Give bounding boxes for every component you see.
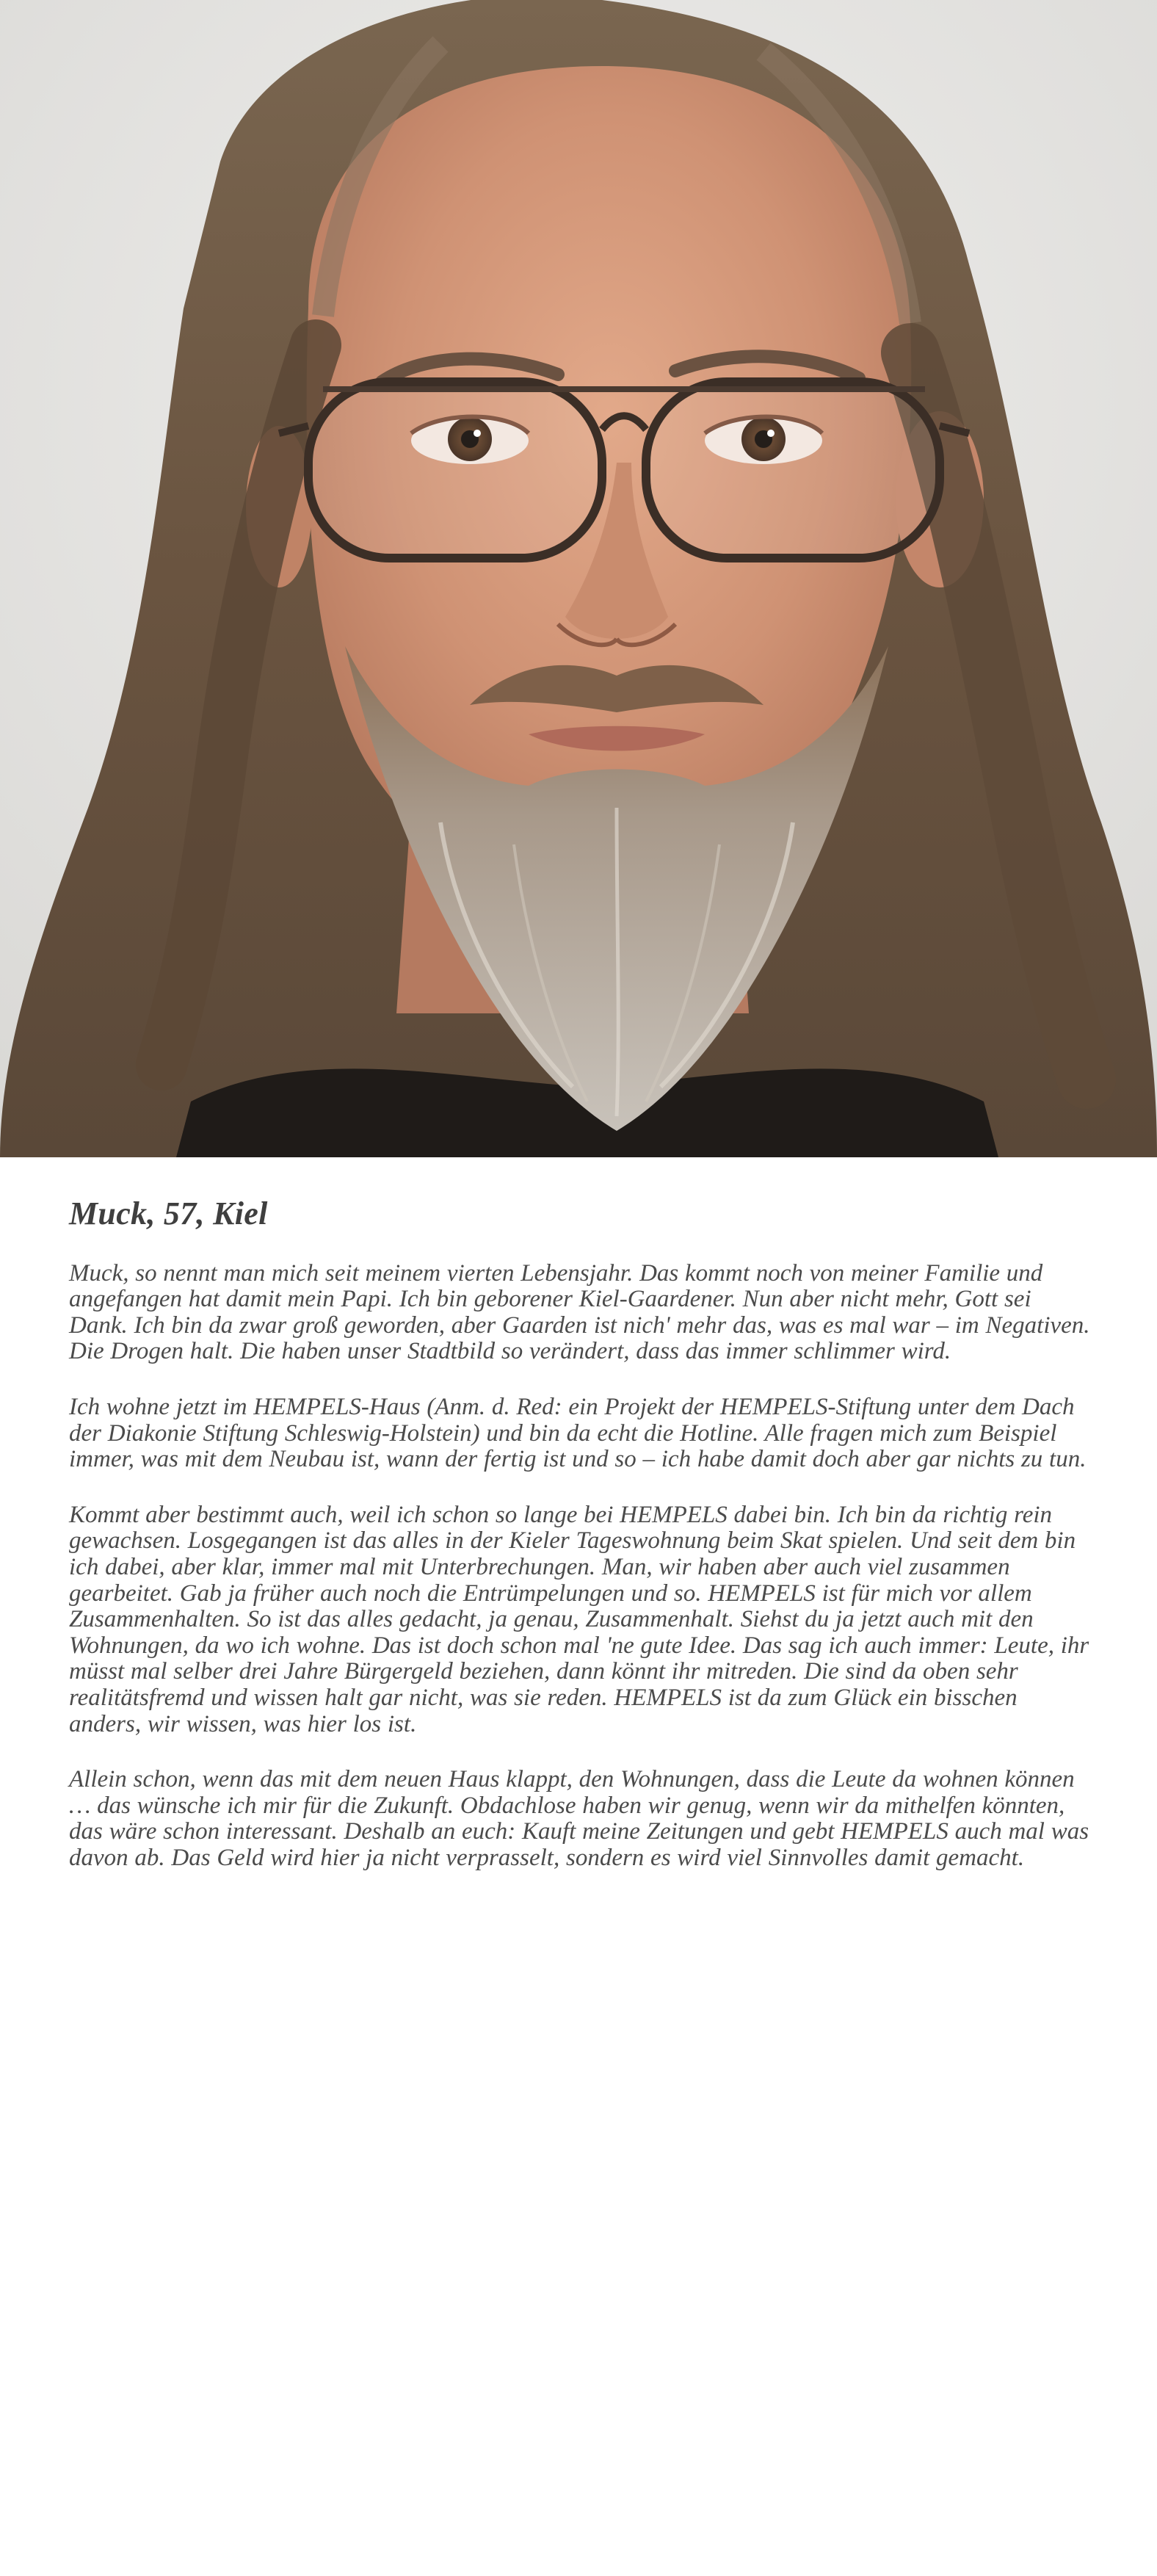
article-body bbox=[69, 1261, 1091, 1872]
article-paragraph-2: Ich wohne jetzt im HEMPELS-Haus (Anm. d. Red: ein Projekt der HEMPELS-Stiftung unter dem Dach der Diakonie Stiftung Schleswig-Holstein) und bin da echt die Hotline. Alle fragen mich zum Beispiel immer, was mit dem Neubau ist, wann der fertig ist und so – ich habe damit doch aber gar nichts zu tun. bbox=[69, 1393, 1087, 1473]
article bbox=[69, 1195, 1091, 1900]
article-paragraph-4: Allein schon, wenn das mit dem neuen Haus klappt, den Wohnungen, dass die Leute da wohnen können … das wünsche ich mir für die Zukunft. Obdachlose haben wir genug, wenn wir da mithelfen könnten, das wäre schon interessant. Deshalb an euch: Kauft meine Zeitungen und gebt HEMPELS auch mal was davon ab. Das Geld wird hier ja nicht verprasselt, sondern es wird viel Sinnvolles damit gemacht. bbox=[69, 1766, 1089, 1871]
portrait-illustration bbox=[0, 0, 1157, 1157]
article-title: Muck, 57, Kiel bbox=[69, 1195, 268, 1231]
article-paragraph-1: Muck, so nennt man mich seit meinem vierten Lebensjahr. Das kommt noch von meiner Familie und angefangen hat damit mein Papi. Ich bin geborener Kiel-Gaardener. Nun aber nicht mehr, Gott sei Dank. Ich bin da zwar groß geworden, aber Gaarden ist nich' mehr das, was es mal war – im Negativen. Die Drogen halt. Die haben unser Stadtbild so verändert, dass das immer schlimmer wird. bbox=[69, 1259, 1090, 1365]
article-paragraph-3: Kommt aber bestimmt auch, weil ich schon so lange bei HEMPELS dabei bin. Ich bin da richtig rein gewachsen. Losgegangen ist das alles in der Kieler Tageswohnung beim Skat spielen. Und seit dem bin ich dabei, aber klar, immer mal mit Unterbrechungen. Man, wir haben aber auch viel zusammen gearbeitet. Gab ja früher auch noch die Entrümpelungen und so. HEMPELS ist für mich vor allem Zusammenhalten. So ist das alles gedacht, ja genau, Zusammenhalt. Siehst du ja jetzt auch mit den Wohnungen, da wo ich wohne. Das ist doch schon mal 'ne gute Idee. Das sag ich auch immer: Leute, ihr müsst mal selber drei Jahre Bürgergeld beziehen, dann könnt ihr mitreden. Die sind da oben sehr realitätsfremd und wissen halt gar nicht, was sie reden. HEMPELS ist da zum Glück ein bisschen anders, wir wissen, was hier los ist. bbox=[69, 1501, 1089, 1737]
portrait-photo bbox=[0, 0, 1157, 1157]
